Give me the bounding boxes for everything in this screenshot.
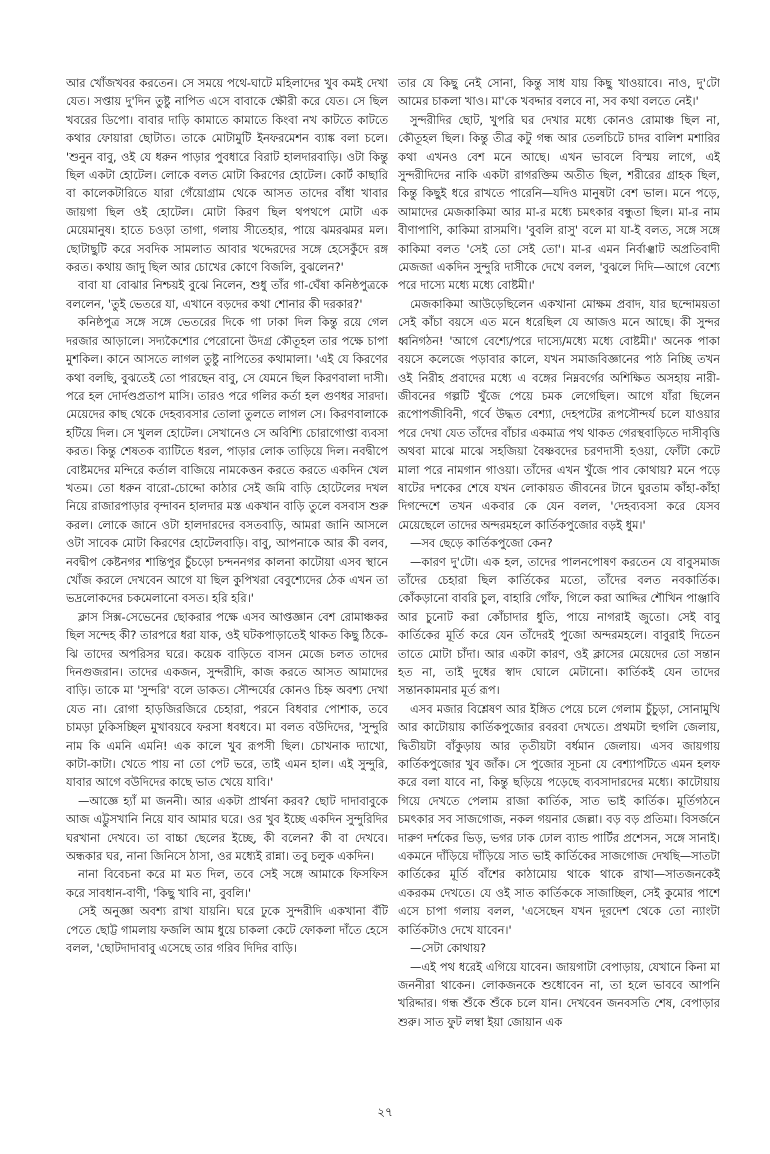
paragraph: মেজকাকিমা আউড়েছিলেন একখানা মোক্ষম প্রবাদ, যার ছন্দোময়তা সেই কাঁচা বয়সে এত মনে ধরেছিল যে আজও মনে আছে। কী সুন্দর ধ্বনিগঠন! 'আগে বেশ্যে/পরে দাস্যে/মধ্যে মধ্যে বোষ্টমী।' অনেক পাকা বয়সে কলেজে পড়াবার কালে, যখন সমাজবিজ্ঞানের পাঠ নিচ্ছি তখন ওই নিরীহ প্রবাদের মধ্যে এ বঙ্গের নিম্নবর্গের অশিক্ষিত অসহায় নারী-জীবনের গল্পটি খুঁজে পেয়ে চমক লেগেছিল। আগে যাঁরা ছিলেন রূপোপজীবিনী, গর্বে উদ্ধত বেশ্যা, দেহপটের রূপসৌন্দর্য চলে যাওয়ার পরে দেখা যেত তাঁদের বাঁচার একমাত্র পথ থাকত গেরস্থবাড়িতে দাসীবৃত্তি অথবা মাঝে মাঝে সহজিয়া বৈষ্ণবদের চরণদাসী হওয়া, ফোঁটা কেটে মালা পরে নামগান গাওয়া। তাঁদের এখন খুঁজে পাব কোথায়? মনে পড়ে ষাটের দশকের শেষে যখন লোকায়ত জীবনের টানে ঘুরতাম কাঁহা-কাঁহা দিগন্দেশে তখন একবার কে যেন বলল, 'দেহব্যবসা করে যেসব মেয়েছেলে তাদের অন্দরমহলে কার্তিকপুজোর বড়ই ধুম।' [398, 296, 720, 532]
page-number: ২৭ [377, 1105, 393, 1119]
paragraph: —আজ্ঞে হ্যাঁ মা জননী। আর একটা প্রার্থনা করব? ছোট দাদাবাবুকে আজ এট্টুসখানি নিয়ে যাব আমার ঘরে। ওর খুব ইচ্ছে একদিন সুন্দুরিদির ঘরখানা দেখবে। তা বাচ্চা ছেলের ইচ্ছে, কী বলেন? কী বা দেখবে। অন্ধকার ঘর, নানা জিনিসে ঠাসা, ওর মধ্যেই রান্না। তবু চলুক একদিন। [66, 793, 388, 864]
paragraph: ক্লাস সিক্স-সেভেনের ছোকরার পক্ষে এসব আপ্তজ্ঞান বেশ রোমাঞ্চকর ছিল সন্দেহ কী? তারপরে ধরা যাক, ওই ঘটকপাড়াতেই থাকত কিছু ঠিকে-ঝি তাদের অপরিসর ঘরে। কয়েক বাড়িতে বাসন মেজে চলত তাদের দিনগুজরান। তাদের একজন, সুন্দরীদি, কাজ করতে আসত আমাদের বাড়ি। তাকে মা 'সুন্দরি' বলে ডাকত। সৌন্দর্যের কোনও চিহ্ন অবশ্য দেখা যেত না। রোগা হাড়জিরজিরে চেহারা, পরনে বিধবার পোশাক, তবে চামড়া ঢুকিসচ্ছিল মুখাবয়বে ফরসা ধবধবে। মা বলত বউদিদের, 'সুন্দুরি নাম কি এমনি এমনি! এক কালে খুব রূপসী ছিল। চোখনাক দ্যাখো, কাটা-কাটা। খেতে পায় না তো পেট ভরে, তাই এমন হাল। এই সুন্দুরি, যাবার আগে বউদিদের কাছে ভাত খেয়ে যাবি।' [66, 609, 388, 790]
right-text-column [398, 74, 720, 1090]
paragraph: —সেটা কোথায়? [410, 941, 486, 956]
paragraph: —এই পথ ধরেই এগিয়ে যাবেন। জায়গাটা বেপাড়ায়, যেখানে কিনা মা জননীরা থাকেন। লোকজনকে শুধোবেন না, তা হলে ভাববে আপনি খরিদ্দার। গন্ধ শুঁকে শুঁকে চলে যান। দেখবেন জনবসতি শেষ, বেপাড়ার শুরু। সাত ফুট লম্বা ইয়া জোয়ান এক [398, 959, 720, 1029]
paragraph: তার যে কিছু নেই সোনা, কিন্তু সাধ যায় কিছু খাওয়াবে। নাও, দু'টো আমের চাকলা খাও। মা'কে খবদ্দার বলবে না, সব কথা বলতে নেই।' [398, 76, 720, 109]
paragraph: সুন্দরীদির ছোট, খুপরি ঘর দেখার মধ্যে কোনও রোমাঞ্চ ছিল না, কৌতূহল ছিল। কিন্তু তীব্র কটু গন্ধ আর তেলচিটে চাদর বালিশ মশারির কথা এখনও বেশ মনে আছে। এখন ভাবলে বিস্ময় লাগে, এই সুন্দরীদিদের নাকি একটা রাগরক্তিম অতীত ছিল, শরীরের গ্রাহক ছিল, কিন্তু কিছুই ধরে রাখতে পারেনি—যদিও মানুষটা বেশ ভাল। মনে পড়ে, আমাদের মেজকাকিমা আর মা-র মধ্যে চমৎকার বন্ধুতা ছিল। মা-র নাম বীণাপাণি, কাকিমা রাসমণি। 'বুবলি রাসু' বলে মা যা-ই বলত, সঙ্গে সঙ্গে কাকিমা বলত 'সেই তো সেই তো'। মা-র এমন নির্বাঞ্ঝাট অপ্রতিবাদী মেজজা একদিন সুন্দুরি দাসীকে দেখে বলল, 'বুঝলে দিদি—আগে বেশ্যে পরে দাস্যে মধ্যে মধ্যে বোষ্টমী।' [398, 112, 720, 293]
paragraph: এসব মজার বিশ্লেষণ আর ইঙ্গিত পেয়ে চলে গেলাম চুঁচুড়া, সোনামুখি আর কাটোয়ায় কার্তিকপুজোর রবরবা দেখতে। প্রথমটা হুগলি জেলায়, দ্বিতীয়টা বাঁকুড়ায় আর তৃতীয়টা বর্ধমান জেলায়। এসব জায়গায় কার্তিকপুজোর খুব জাঁক। সে পুজোর সূচনা যে বেশ্যাপটিতে এমন হলফ করে বলা যাবে না, কিন্তু ছড়িয়ে পড়েছে ব্যবসাদারদের মধ্যে। কাটোয়ায় গিয়ে দেখতে পেলাম রাজা কার্তিক, সাত ভাই কার্তিক। মূর্তিগঠনে চমৎকার সব সাজগোজ, নকল গয়নার জেল্লা। বড় বড় প্রতিমা। বিসর্জনে দারুণ দর্শকের ভিড়, ভগর ঢাক ঢোল ব্যান্ড পার্টির প্রশেসন, সঙ্গে সানাই। একমনে দাঁড়িয়ে দাঁড়িয়ে সাত ভাই কার্তিকের সাজগোজ দেখছি—সাতটা কার্তিকের মূর্তি বাঁশের কাঠামোয় থাকে থাকে রাখা—সাতজনকেই একরকম দেখতে। যে ওই সাত কার্তিককে সাজাচ্ছিল, সেই কুমোর পাশে এসে চাপা গলায় বলল, 'এসেছেন যখন দূরদেশ থেকে তো ন্যাংটা কার্তিকটাও দেখে যাবেন।' [398, 701, 720, 937]
paragraph: —সব ছেড়ে কার্তিকপুজো কেন? [410, 536, 553, 551]
paragraph: নানা বিবেচনা করে মা মত দিল, তবে সেই সঙ্গে আমাকে ফিসফিস করে সাবধান-বাণী, 'কিছু খাবি না, বুবলি।' [66, 867, 388, 900]
paragraph: —কারণ দু'টো। এক হল, তাদের পালনপোষণ করতেন যে বাবুসমাজ তাঁদের চেহারা ছিল কার্তিকের মতো, তাঁদের বলত নবকার্তিক। কোঁকড়ানো বাবরি চুল, বাহারি গোঁফ, গিলে করা আদ্দির শৌখিন পাঞ্জাবি আর চুনোট করা কোঁচাদার ধুতি, পায়ে নাগরাই জুতো। সেই বাবু কার্তিকের মূর্তি করে যেন তাঁদেরই পুজো অন্দরমহলে। বাবুরাই দিতেন তাতে মোটা চাঁদা। আর একটা কারণ, ওই ক্লাসের মেয়েদের তো সন্তান হত না, তাই দুধের স্বাদ ঘোলে মেটানো। কার্তিকই যেন তাদের সন্তানকামনার মূর্ত রূপ। [398, 554, 720, 698]
paragraph: বাবা যা বোঝার নিশ্চয়ই বুঝে নিলেন, শুধু তাঁর গা-ঘেঁষা কনিষ্ঠপুত্রকে বললেন, 'তুই ভেতরে যা, এখানে বড়দের কথা শোনার কী দরকার?' [66, 278, 388, 311]
paragraph: কনিষ্ঠপুত্র সঙ্গে সঙ্গে ভেতরের দিকে গা ঢাকা দিল কিন্তু রয়ে গেল দরজার আড়ালে। সদ্যকৈশোর পেরোনো উদগ্র কৌতূহল তার পক্ষে চাপা মুশকিল। কানে আসতে লাগল তুষ্টু নাপিতের কথামালা। 'এই যে কিরণের কথা বলছি, বুঝতেই তো পারছেন বাবু, সে যেমনে ছিল কিরণবালা দাসী। পরে হল দোর্দণ্ডপ্রতাপ মাসি। তারও পরে গলির কর্তা হল গুণধর সারদা। মেয়েদের কাছ থেকে দেহব্যবসার তোলা তুলতে লাগল সে। কিরণবালাকে হটিয়ে দিল। সে খুলল হোটেল। সেখানেও সে অবিশ্যি চোরাগোপ্তা ব্যবসা করত। কিন্তু শেষতক ব্যাটিতে ধরল, পাড়ার লোক তাড়িয়ে দিল। নবদ্বীপে বোষ্টমদের মন্দিরে কর্তাল বাজিয়ে নামকেত্তন করতে করতে একদিন খেল খতম। তো ধরুন বারো-চোদ্দো কাঠার সেই জমি বাড়ি হোটেলের দখল নিয়ে রাজারপাড়ার বৃন্দাবন হালদার মস্ত একখান বাড়ি তুলে বসবাস শুরু করল। লোকে জানে ওটা হালদারদের বসতবাড়ি, আমরা জানি আসলে ওটা সাবেক মোটা কিরণের হোটেলবাড়ি। বাবু, আপনাকে আর কী বলব, নবদ্বীপ কেষ্টনগর শান্তিপুর চুঁচড়ো চন্দননগর কালনা কাটোয়া এসব স্থানে খোঁজ করলে দেখবেন আগে যা ছিল কুপিখরা বেবুশ্যেদের ঠেক এখন তা ভদ্রলোকদের চকমেলানো বসত। হরি হরি।' [66, 315, 388, 606]
paragraph: আর খোঁজখবর করতেন। সে সময়ে পথে-ঘাটে মহিলাদের খুব কমই দেখা যেত। সপ্তায় দু'দিন তুষ্টু নাপিত এসে বাবাকে ক্ষৌরী করে যেত। সে ছিল খবরের ডিপো। বাবার দাড়ি কামাতে কামাতে কিংবা নখ কাটতে কাটতে কথার ফোয়ারা ছোটাত। তাকে মোটামুটি ইনফরমেশন ব্যাঙ্ক বলা চলে। 'শুনুন বাবু, ওই যে ধরুন পাড়ার পুবধারে বিরাট হালদারবাড়ি। ওটা কিন্তু ছিল একটা হোটেল। লোকে বলত মোটা কিরণের হোটেল। কোর্ট কাছারি বা কালেকটারিতে যারা গেঁয়োগ্রাম থেকে আসত তাদের বাঁধা খাবার জায়গা ছিল ওই হোটেল। মোটা কিরণ ছিল থপথপে মোটা এক মেয়েমানুষ। হাতে চওড়া তাগা, গলায় সীতেহার, পায়ে ঝমরঝমর মল। ছোটাছুটি করে সবদিক সামলাত আবার খদ্দেরদের সঙ্গে হেসেকুঁদে রঙ্গ করত। কথায় জাদু ছিল আর চোখের কোণে বিজলি, বুঝলেন?' [66, 76, 388, 275]
paragraph: সেই অনুজ্ঞা অবশ্য রাখা যায়নি। ঘরে ঢুকে সুন্দরীদি একখানা বঁটি পেতে ছোট্ট গামলায় ফজলি আম ধুয়ে চাকলা কেটে ফোকলা দাঁতে হেসে বলল, 'ছোটদাদাবাবু এসেছে তার গরিব দিদির বাড়ি। [66, 904, 388, 956]
left-text-column [66, 74, 388, 1090]
